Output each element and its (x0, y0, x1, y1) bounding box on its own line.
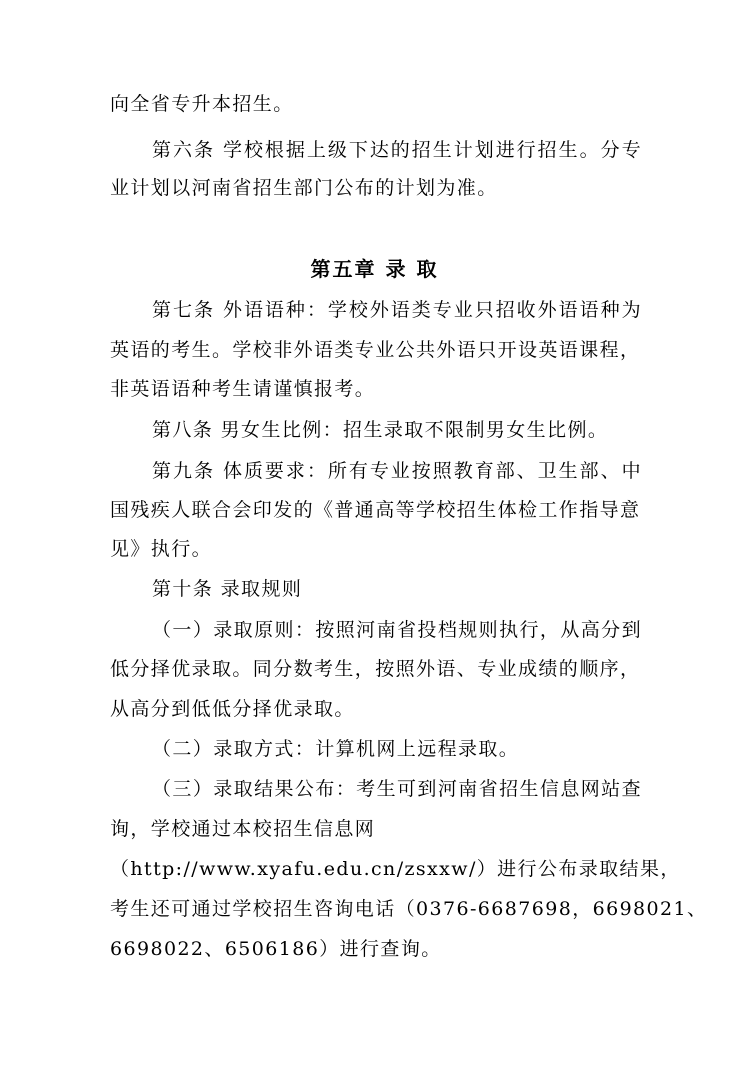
article-7-line-3: 非英语语种考生请谨慎报考。 (110, 378, 376, 400)
article-10-title: 第十条 录取规则 (152, 578, 303, 600)
article-7-line-2: 英语的考生。学校非外语类专业公共外语只开设英语课程， (110, 339, 641, 361)
article-8-line-1: 第八条 男女生比例：招生录取不限制男女生比例。 (152, 419, 609, 441)
chapter-5-heading: 第五章 录 取 (310, 257, 439, 281)
admission-results-line-5: 6698022、6506186）进行查询。 (110, 938, 442, 960)
article-9-line-1: 第九条 体质要求：所有专业按照教育部、卫生部、中 (152, 460, 642, 482)
article-9-line-2: 国残疾人联合会印发的《普通高等学校招生体检工作指导意 (110, 499, 641, 521)
article-7-line-1: 第七条 外语语种：学校外语类专业只招收外语语种为 (152, 299, 642, 321)
admission-method-line-1: （二）录取方式：计算机网上远程录取。 (152, 738, 520, 760)
admission-results-line-2: 询，学校通过本校招生信息网 (110, 818, 376, 840)
admission-results-phone-line: 考生还可通过学校招生咨询电话（0376-6687698，6698021、 (110, 898, 708, 920)
paragraph-continuation: 向全省专升本招生。 (110, 93, 294, 115)
article-6-line-2: 业计划以河南省招生部门公布的计划为准。 (110, 177, 498, 199)
admission-principle-line-2: 低分择优录取。同分数考生，按照外语、专业成绩的顺序， (110, 658, 641, 680)
admission-principle-line-3: 从高分到低低分择优录取。 (110, 698, 355, 720)
article-9-line-3: 见》执行。 (110, 538, 213, 560)
article-6-line-1: 第六条 学校根据上级下达的招生计划进行招生。分专 (152, 139, 642, 161)
admission-principle-line-1: （一）录取原则：按照河南省投档规则执行，从高分到 (152, 619, 642, 641)
admission-results-line-1: （三）录取结果公布：考生可到河南省招生信息网站查 (152, 778, 642, 800)
admission-results-url-line: （http://www.xyafu.edu.cn/zsxxw/）进行公布录取结果， (110, 858, 681, 880)
